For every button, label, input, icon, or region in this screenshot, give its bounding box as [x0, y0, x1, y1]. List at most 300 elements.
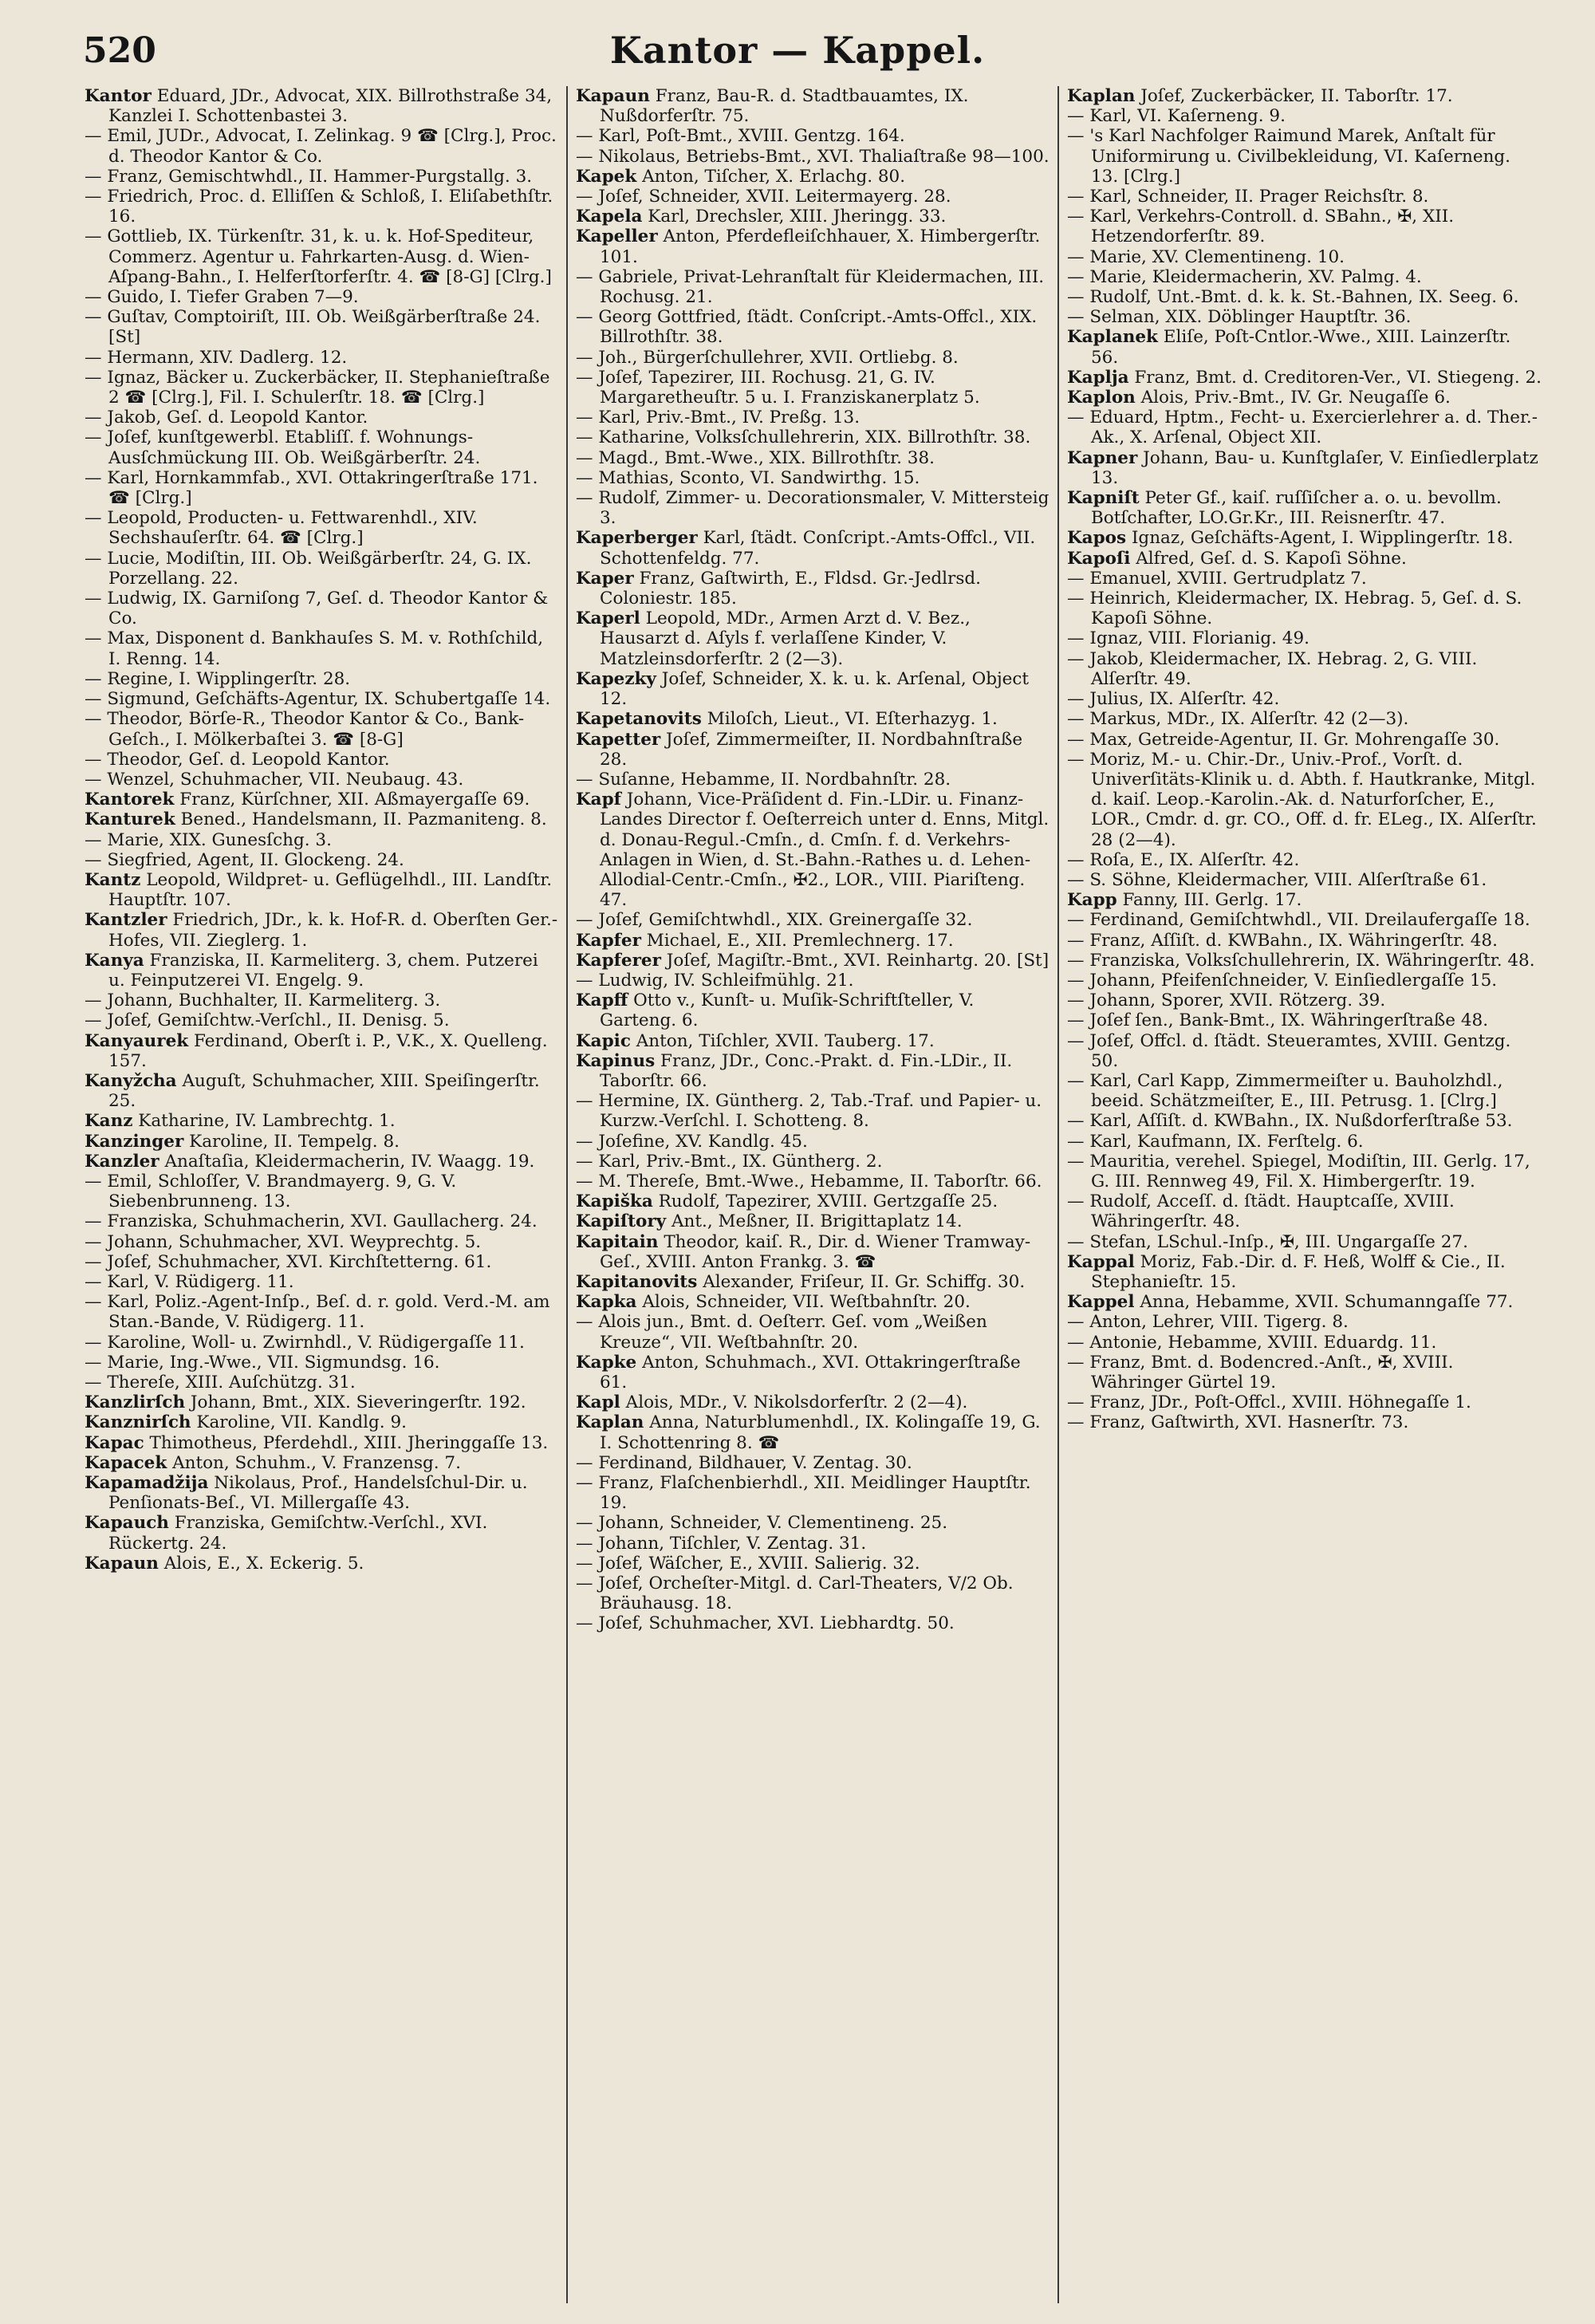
- directory-entry: [576, 770, 1050, 790]
- directory-entry: [1067, 187, 1542, 207]
- entry-text: — Lucie, Modiſtin, III. Ob. Weißgärberſtr. 24, G. IX. Porzellang. 22.: [85, 548, 532, 589]
- entry-text: — Regine, I. Wipplingerſtr. 28.: [85, 668, 351, 689]
- entry-text: Friedrich, JDr., k. k. Hof-R. d. Oberſten Ger.-Hofes, VII. Zieglerg. 1.: [108, 910, 558, 951]
- directory-entry: [576, 1554, 1050, 1574]
- directory-entry: [1067, 267, 1542, 287]
- directory-entry: [1067, 1192, 1542, 1231]
- entry-text: — Karl, V. Rüdigerg. 11.: [85, 1271, 294, 1292]
- entry-surname: Kapka: [576, 1292, 637, 1313]
- entry-surname: Kaperl: [576, 609, 640, 629]
- directory-entry: [576, 1232, 1050, 1272]
- entry-text: — Karl, Schneider, II. Prager Reichsſtr. 8.: [1067, 187, 1429, 207]
- entry-text: Franz, Kürſchner, XII. Aßmayergaſſe 69.: [174, 790, 530, 810]
- directory-entry: [1067, 1252, 1542, 1292]
- directory-entry: [576, 971, 1050, 991]
- entry-text: — Gottlieb, IX. Türkenſtr. 31, k. u. k. Hof-Spediteur, Commerz. Agentur u. Fahrkarten-Ausg. d. Wien-Aſpang-Bahn., I. Helferſtorferſtr. 4. ☎ [8-G] [Clrg.]: [85, 226, 552, 287]
- entry-text: — Antonie, Hebamme, XVIII. Eduardg. 11.: [1067, 1332, 1437, 1353]
- entry-surname: Kapetanovits: [576, 709, 702, 730]
- entry-surname: Kanz: [85, 1111, 133, 1132]
- entry-text: — Moriz, M.- u. Chir.-Dr., Univ.-Prof., Vorſt. d. Univerſitäts-Klinik u. d. Abth. f. Hautkranke, Mitgl. d. kaiſ. Leop.-Karolin.-Ak. d. Naturforſcher, E., LOR., Cmdr. d. gr. CO., Off. d. fr. ELeg., IX. Alſerſtr. 28 (2—4).: [1067, 749, 1537, 850]
- entry-text: — Johann, Sporer, XVII. Rötzerg. 39.: [1067, 991, 1386, 1011]
- entry-surname: Kanturek: [85, 809, 175, 830]
- directory-entry: [1067, 971, 1542, 991]
- entry-text: — Emil, JUDr., Advocat, I. Zelinkag. 9 ☎ [Clrg.], Proc. d. Theodor Kantor & Co.: [85, 126, 557, 167]
- directory-entry: [85, 1473, 558, 1513]
- directory-entry: [1067, 388, 1542, 408]
- entry-surname: Kapniſt: [1067, 488, 1140, 509]
- directory-entry: [576, 1091, 1050, 1131]
- directory-entry: [85, 809, 558, 829]
- directory-entry: [85, 628, 558, 668]
- entry-text: Johann, Bmt., XIX. Sieveringerſtr. 192.: [185, 1392, 526, 1413]
- entry-text: Auguſt, Schuhmacher, XIII. Speiſingerſtr. 25.: [108, 1070, 540, 1112]
- entry-text: — Guido, I. Tiefer Graben 7—9.: [85, 287, 359, 308]
- entry-text: Karoline, II. Tempelg. 8.: [183, 1131, 400, 1152]
- entry-surname: Kapitanovits: [576, 1271, 698, 1292]
- entry-text: Franziska, II. Karmeliterg. 3, chem. Putzerei u. Feinputzerei VI. Engelg. 9.: [108, 950, 538, 991]
- directory-entry: [576, 669, 1050, 709]
- directory-entry: [576, 709, 1050, 729]
- directory-entry: [576, 448, 1050, 468]
- entry-surname: Kapacek: [85, 1452, 167, 1473]
- directory-entry: [85, 1392, 558, 1412]
- directory-entry: [576, 126, 1050, 146]
- directory-entry: [1067, 890, 1542, 910]
- directory-entry: [1067, 307, 1542, 327]
- directory-entry: [85, 1252, 558, 1272]
- directory-entry: [576, 1613, 1050, 1633]
- entry-text: — 's Karl Nachfolger Raimund Marek, Anſtalt für Uniformirung u. Civilbekleidung, VI. Kaſerneng. 13. [Clrg.]: [1067, 126, 1511, 187]
- entry-surname: Kapinus: [576, 1050, 656, 1071]
- directory-entry: [85, 287, 558, 307]
- entry-surname: Kanzlirſch: [85, 1392, 186, 1413]
- entry-surname: Kapner: [1067, 447, 1138, 468]
- entry-text: — Johann, Schuhmacher, XVI. Weyprechtg. 5.: [85, 1231, 482, 1252]
- directory-entry: [576, 1353, 1050, 1392]
- entry-surname: Kapl: [576, 1392, 620, 1413]
- entry-surname: Kanzler: [85, 1151, 160, 1172]
- entry-text: Anton, Tiſchler, XVII. Tauberg. 17.: [630, 1030, 935, 1051]
- entry-text: — Theodor, Geſ. d. Leopold Kantor.: [85, 749, 390, 770]
- entry-surname: Kapf: [576, 790, 621, 810]
- entry-surname: Kappel: [1067, 1292, 1135, 1313]
- entry-text: Joſef, Zimmermeiſter, II. Nordbahnſtraße 28.: [600, 729, 1023, 770]
- directory-entry: [85, 508, 558, 548]
- entry-text: Alois, Priv.-Bmt., IV. Gr. Neugaſſe 6.: [1135, 388, 1451, 408]
- directory-entry: [1067, 247, 1542, 267]
- directory-entry: [576, 207, 1050, 226]
- directory-entry: [85, 689, 558, 709]
- entry-text: — Franz, JDr., Poſt-Offcl., XVIII. Höhnegaſſe 1.: [1067, 1392, 1471, 1413]
- entry-text: — Guſtav, Comptoiriſt, III. Ob. Weißgärberſtraße 24. [St]: [85, 307, 541, 348]
- entry-text: Rudolf, Tapezirer, XVIII. Gertzgaſſe 25.: [652, 1192, 998, 1212]
- directory-entry: [85, 910, 558, 950]
- directory-entry: [576, 167, 1050, 187]
- entry-surname: Kapezky: [576, 668, 656, 689]
- entry-text: — Franziska, Volksſchullehrerin, IX. Währingerſtr. 48.: [1067, 950, 1535, 971]
- entry-text: Anton, Tiſcher, X. Erlachg. 80.: [636, 166, 906, 187]
- directory-entry: [85, 1373, 558, 1392]
- entry-text: — Karl, Poliz.-Agent-Inſp., Beſ. d. r. gold. Verd.-M. am Stan.-Bande, V. Rüdigerg. 11.: [85, 1292, 550, 1333]
- directory-entry: [85, 951, 558, 991]
- directory-entry: [576, 1473, 1050, 1513]
- entry-text: — Hermine, IX. Güntherg. 2, Tab.-Traf. und Papier- u. Kurzw.-Verſchl. I. Schotteng. 8.: [576, 1091, 1042, 1132]
- entry-text: Karl, Drechsler, XIII. Jheringg. 33.: [642, 207, 947, 227]
- entry-text: — Marie, Ing.-Wwe., VII. Sigmundsg. 16.: [85, 1352, 440, 1373]
- directory-entry: [1067, 488, 1542, 528]
- entry-text: — Joſef, Schneider, XVII. Leitermayerg. 28.: [576, 187, 951, 207]
- entry-text: — Wenzel, Schuhmacher, VII. Neubaug. 43.: [85, 769, 464, 790]
- entry-text: — Gabriele, Privat-Lehranſtalt für Kleidermachen, III. Rochusg. 21.: [576, 266, 1045, 308]
- column-2: [568, 86, 1059, 2303]
- directory-entry: [576, 1192, 1050, 1211]
- directory-entry: [1067, 569, 1542, 589]
- entry-text: Alexander, Friſeur, II. Gr. Schiffg. 30.: [697, 1271, 1026, 1292]
- directory-entry: [85, 1172, 558, 1211]
- directory-entry: [576, 427, 1050, 447]
- directory-entry: [1067, 850, 1542, 870]
- entry-text: — Stefan, LSchul.-Inſp., ✠, III. Ungargaſſe 27.: [1067, 1231, 1468, 1252]
- entry-surname: Kapiſtory: [576, 1211, 667, 1232]
- directory-entry: [1067, 689, 1542, 709]
- entry-surname: Kapferer: [576, 950, 661, 971]
- directory-entry: [85, 1152, 558, 1172]
- entry-surname: Kanya: [85, 950, 144, 971]
- entry-text: — Karl, Priv.-Bmt., IX. Güntherg. 2.: [576, 1151, 883, 1172]
- page-number: 520: [83, 30, 156, 71]
- directory-entry: [576, 368, 1050, 408]
- directory-entry: [576, 910, 1050, 930]
- entry-text: — Joſef, Gemiſchtw.-Verſchl., II. Denisg. 5.: [85, 1010, 450, 1031]
- directory-entry: [576, 187, 1050, 207]
- entry-text: — Roſa, E., IX. Alſerſtr. 42.: [1067, 849, 1300, 870]
- directory-entry: [1067, 1412, 1542, 1432]
- entry-text: — Karl, Kaufmann, IX. Ferſtelg. 6.: [1067, 1131, 1364, 1152]
- directory-entry: [1067, 1232, 1542, 1252]
- entry-text: — Karl, Aſſiſt. d. KWBahn., IX. Nußdorferſtraße 53.: [1067, 1111, 1513, 1132]
- entry-text: Ferdinand, Oberſt i. P., V.K., X. Quelleng. 157.: [108, 1030, 548, 1071]
- directory-entry: [576, 1211, 1050, 1231]
- entry-surname: Kantzler: [85, 910, 167, 931]
- directory-entry: [1067, 549, 1542, 569]
- directory-entry: [1067, 408, 1542, 447]
- directory-entry: [576, 1051, 1050, 1091]
- entry-text: Alois, Schneider, VII. Weſtbahnſtr. 20.: [636, 1292, 971, 1313]
- directory-entry: [1067, 368, 1542, 388]
- directory-entry: [85, 991, 558, 1010]
- entry-text: — Siegfried, Agent, II. Glockeng. 24.: [85, 849, 404, 870]
- directory-entry: [576, 408, 1050, 427]
- entry-text: Leopold, MDr., Armen Arzt d. V. Bez., Hausarzt d. Aſyls f. verlaſſene Kinder, V. Matzleinsdorferſtr. 2 (2—3).: [600, 609, 971, 669]
- entry-text: — Joſef, Gemiſchtwhdl., XIX. Greinergaſſe 32.: [576, 910, 973, 931]
- entry-text: — Suſanne, Hebamme, II. Nordbahnſtr. 28.: [576, 769, 951, 790]
- entry-text: — Joſefine, XV. Kandlg. 45.: [576, 1131, 808, 1152]
- entry-surname: Kapic: [576, 1030, 631, 1051]
- directory-entry: [576, 1534, 1050, 1554]
- entry-text: Franz, Bmt. d. Creditoren-Ver., VI. Stiegeng. 2.: [1128, 367, 1542, 388]
- entry-text: Nikolaus, Prof., Handelsſchul-Dir. u. Penſionats-Beſ., VI. Millergaſſe 43.: [108, 1473, 528, 1514]
- directory-entry: [576, 951, 1050, 971]
- entry-surname: Kaplon: [1067, 388, 1136, 408]
- entry-text: — Karl, VI. Kaſerneng. 9.: [1067, 106, 1286, 127]
- directory-entry: [85, 187, 558, 226]
- directory-entry: [1067, 931, 1542, 951]
- directory-entry: [1067, 448, 1542, 488]
- directory-entry: [576, 1272, 1050, 1292]
- entry-text: — Friedrich, Proc. d. Elliſſen & Schloß, I. Eliſabethſtr. 16.: [85, 187, 553, 227]
- entry-text: — Rudolf, Acceſſ. d. ſtädt. Hauptcaſſe, XVIII. Währingerſtr. 48.: [1067, 1192, 1455, 1232]
- entry-surname: Kapff: [576, 991, 628, 1011]
- directory-entry: [576, 609, 1050, 669]
- directory-entry: [1067, 106, 1542, 126]
- directory-entry: [85, 790, 558, 809]
- directory-entry: [1067, 1071, 1542, 1111]
- entry-surname: Kapeller: [576, 226, 658, 247]
- directory-entry: [576, 147, 1050, 167]
- directory-entry: [1067, 589, 1542, 628]
- entry-text: Franziska, Gemiſchtw.-Verſchl., XVI. Rückertg. 24.: [108, 1513, 488, 1554]
- entry-surname: Kapek: [576, 166, 637, 187]
- directory-entry: [1067, 649, 1542, 689]
- directory-entry: [576, 1292, 1050, 1312]
- directory-entry: [85, 226, 558, 287]
- directory-entry: [85, 1513, 558, 1553]
- entry-text: — Karoline, Woll- u. Zwirnhdl., V. Rüdigergaſſe 11.: [85, 1332, 525, 1353]
- directory-entry: [85, 1412, 558, 1432]
- entry-text: — Franz, Gemischtwhdl., II. Hammer-Purgstallg. 3.: [85, 166, 533, 187]
- entry-text: — Johann, Pfeifenſchneider, V. Einſiedlergaſſe 15.: [1067, 970, 1498, 991]
- directory-entry: [85, 167, 558, 187]
- entry-text: — Max, Getreide-Agentur, II. Gr. Mohrengaſſe 30.: [1067, 729, 1500, 750]
- entry-text: Katharine, IV. Lambrechtg. 1.: [132, 1111, 396, 1132]
- directory-entry: [1067, 951, 1542, 971]
- entry-text: Ignaz, Geſchäfts-Agent, I. Wipplingerſtr. 18.: [1126, 528, 1514, 549]
- directory-entry: [85, 1031, 558, 1071]
- entry-text: — Joſef, Tapezirer, III. Rochusg. 21, G. IV. Margaretheuſtr. 5 u. I. Franziskanerplatz 5.: [576, 367, 980, 408]
- entry-text: Fanny, III. Gerlg. 17.: [1116, 890, 1302, 911]
- directory-entry: [85, 1211, 558, 1231]
- entry-text: — S. Söhne, Kleidermacher, VIII. Alſerſtraße 61.: [1067, 869, 1487, 890]
- entry-text: — Anton, Lehrer, VIII. Tigerg. 8.: [1067, 1312, 1349, 1333]
- entry-surname: Kapetter: [576, 729, 661, 750]
- directory-entry: [85, 468, 558, 508]
- directory-entry: [576, 348, 1050, 368]
- entry-text: — Georg Gottfried, ſtädt. Conſcript.-Amts-Offcl., XIX. Billrothſtr. 38.: [576, 307, 1038, 348]
- entry-surname: Kapke: [576, 1352, 637, 1373]
- entry-surname: Kaplan: [576, 1412, 644, 1433]
- entry-text: — Johann, Buchhalter, II. Karmeliterg. 3.: [85, 991, 441, 1011]
- entry-text: — Franz, Aſſiſt. d. KWBahn., IX. Währingerſtr. 48.: [1067, 930, 1498, 951]
- entry-text: — Markus, MDr., IX. Alſerſtr. 42 (2—3).: [1067, 709, 1409, 730]
- entry-text: Joſef, Zuckerbäcker, II. Taborſtr. 17.: [1135, 86, 1453, 106]
- entry-surname: Kapitain: [576, 1231, 659, 1252]
- entry-text: — Joh., Bürgerſchullehrer, XVII. Ortliebg. 8.: [576, 347, 959, 368]
- entry-surname: Kaperberger: [576, 528, 698, 549]
- entry-text: — Ignaz, Bäcker u. Zuckerbäcker, II. Stephanieſtraße 2 ☎ [Clrg.], Fil. I. Schulerſtr. 18. ☎ [Clrg.]: [85, 367, 550, 408]
- directory-entry: [1067, 750, 1542, 850]
- entry-text: — Magd., Bmt.-Wwe., XIX. Billrothſtr. 38.: [576, 447, 935, 468]
- directory-entry: [85, 709, 558, 749]
- entry-text: — Karl, Carl Kapp, Zimmermeiſter u. Bauholzhdl., beeid. Schätzmeiſter, E., III. Petrusg. 1. [Clrg.]: [1067, 1070, 1503, 1112]
- entry-surname: Kaplja: [1067, 367, 1129, 388]
- directory-entry: [576, 86, 1050, 126]
- entry-text: — Franziska, Schuhmacherin, XVI. Gaullacherg. 24.: [85, 1211, 538, 1232]
- entry-text: Alois, E., X. Eckerig. 5.: [158, 1553, 364, 1574]
- entry-surname: Kapamadžija: [85, 1473, 209, 1494]
- column-3: [1059, 86, 1550, 2303]
- directory-entry: [85, 1071, 558, 1111]
- entry-text: — Ferdinand, Gemiſchtwhdl., VII. Dreilaufergaſſe 18.: [1067, 910, 1530, 931]
- directory-entry: [1067, 1312, 1542, 1332]
- entry-text: — Joſef ſen., Bank-Bmt., IX. Währingerſtraße 48.: [1067, 1010, 1489, 1031]
- entry-text: Eliſe, Poſt-Cntlor.-Wwe., XIII. Lainzerſtr. 56.: [1091, 327, 1511, 368]
- entry-text: — Marie, XV. Clementineng. 10.: [1067, 246, 1345, 267]
- entry-text: — Joſef, Orcheſter-Mitgl. d. Carl-Theaters, V/2 Ob. Bräuhausg. 18.: [576, 1574, 1014, 1614]
- entry-text: — Katharine, Volksſchullehrerin, XIX. Billrothſtr. 38.: [576, 427, 1031, 448]
- entry-text: — Ignaz, VIII. Florianig. 49.: [1067, 628, 1309, 649]
- entry-text: — Emil, Schloſſer, V. Brandmayerg. 9, G. V. Siebenbrunneng. 13.: [85, 1171, 457, 1212]
- column-1: [77, 86, 568, 2303]
- directory-entry: [85, 1353, 558, 1373]
- entry-surname: Kantor: [85, 86, 152, 106]
- directory-entry: [1067, 1392, 1542, 1412]
- directory-entry: [576, 307, 1050, 347]
- entry-text: — Ludwig, IV. Schleifmühlg. 21.: [576, 970, 854, 991]
- entry-text: Ant., Meßner, II. Brigittaplatz 14.: [666, 1211, 963, 1232]
- directory-entry: [85, 750, 558, 770]
- entry-text: — Franz, Bmt. d. Bodencred.-Anſt., ✠, XVIII. Währinger Gürtel 19.: [1067, 1352, 1454, 1392]
- directory-entry: [1067, 730, 1542, 750]
- directory-entry: [85, 1433, 558, 1453]
- entry-surname: Kapiška: [576, 1192, 653, 1212]
- directory-entry: [1067, 1031, 1542, 1071]
- entry-text: Peter Gf., kaiſ. ruſſiſcher a. o. u. bevollm. Botſchafter, LO.Gr.Kr., III. Reisnerſtr. 47.: [1091, 488, 1502, 529]
- entry-text: Anton, Schuhm., V. Franzensg. 7.: [167, 1452, 461, 1473]
- entry-text: Leopold, Wildpret- u. Geflügelhdl., III. Landſtr. Hauptſtr. 107.: [108, 869, 553, 911]
- directory-entry: [576, 1132, 1050, 1152]
- entry-text: Alfred, Geſ. d. S. Kapoſi Söhne.: [1130, 548, 1407, 569]
- directory-entry: [1067, 287, 1542, 307]
- directory-entry: [1067, 1292, 1542, 1312]
- entry-text: — Theodor, Börſe-R., Theodor Kantor & Co., Bank-Geſch., I. Mölkerbaſtei 3. ☎ [8-G]: [85, 709, 525, 750]
- entry-surname: Kantorek: [85, 790, 175, 810]
- entry-surname: Kanzinger: [85, 1131, 184, 1152]
- directory-entry: [576, 226, 1050, 266]
- directory-entry: [85, 830, 558, 850]
- directory-entry: [1067, 86, 1542, 106]
- directory-entry: [576, 730, 1050, 770]
- entry-text: — Thereſe, XIII. Auſchützg. 31.: [85, 1373, 356, 1392]
- entry-surname: Kanyaurek: [85, 1030, 189, 1051]
- directory-entry: [1067, 1333, 1542, 1353]
- directory-entry: [1067, 126, 1542, 187]
- entry-text: Joſef, Schneider, X. k. u. k. Arſenal, Object 12.: [600, 668, 1030, 710]
- directory-entry: [85, 1554, 558, 1574]
- directory-entry: [85, 549, 558, 589]
- entry-text: — Franz, Gaſtwirth, XVI. Hasnerſtr. 73.: [1067, 1412, 1409, 1433]
- entry-surname: Kapaun: [576, 86, 650, 106]
- entry-text: Moriz, Fab.-Dir. d. F. Heß, Wolff & Cie., II. Stephanieſtr. 15.: [1091, 1251, 1506, 1292]
- directory-entry: [576, 1513, 1050, 1533]
- directory-entry: [576, 468, 1050, 488]
- entry-surname: Kanznirſch: [85, 1412, 191, 1433]
- directory-entry: [85, 1010, 558, 1030]
- entry-text: — Jakob, Kleidermacher, IX. Hebrag. 2, G. VIII. Alſerſtr. 49.: [1067, 648, 1478, 689]
- entry-text: — Sigmund, Geſchäfts-Agentur, IX. Schubertgaſſe 14.: [85, 689, 551, 710]
- directory-entry: [576, 991, 1050, 1030]
- directory-entry: [1067, 1010, 1542, 1030]
- entry-surname: Kapoſi: [1067, 548, 1131, 569]
- directory-entry: [1067, 870, 1542, 890]
- directory-entry: [85, 1132, 558, 1152]
- directory-entry: [576, 569, 1050, 609]
- entry-text: — Rudolf, Zimmer- u. Decorationsmaler, V. Mittersteig 3.: [576, 488, 1050, 529]
- entry-text: Joſef, Magiſtr.-Bmt., XVI. Reinhartg. 20. [St]: [660, 950, 1050, 971]
- entry-text: Thimotheus, Pferdehdl., XIII. Jheringgaſſe 13.: [144, 1432, 549, 1453]
- entry-text: — M. Thereſe, Bmt.-Wwe., Hebamme, II. Taborſtr. 66.: [576, 1171, 1042, 1192]
- directory-entry: [1067, 1111, 1542, 1131]
- entry-text: — Johann, Schneider, V. Clementineng. 25.: [576, 1513, 948, 1534]
- entry-text: — Joſef, Offcl. d. ſtädt. Steueramtes, XVIII. Gentzg. 50.: [1067, 1030, 1511, 1071]
- entry-surname: Kapac: [85, 1432, 144, 1453]
- entry-text: Otto v., Kunſt- u. Muſik-Schriftſteller, V. Garteng. 6.: [600, 991, 975, 1031]
- directory-entry: [85, 1232, 558, 1252]
- entry-text: — Joſef, kunſtgewerbl. Etabliſſ. f. Wohnungs-Ausſchmückung III. Ob. Weißgärberſtr. 24.: [85, 427, 481, 468]
- entry-text: Franz, JDr., Conc.-Prakt. d. Fin.-LDir., II. Taborſtr. 66.: [600, 1050, 1013, 1091]
- directory-entry: [1067, 1132, 1542, 1152]
- directory-entry: [85, 1272, 558, 1292]
- entry-text: — Hermann, XIV. Dadlerg. 12.: [85, 347, 348, 368]
- entry-text: — Karl, Priv.-Bmt., IV. Preßg. 13.: [576, 408, 861, 428]
- entry-text: Theodor, kaiſ. R., Dir. d. Wiener Tramway-Geſ., XVIII. Anton Frankg. 3. ☎: [600, 1231, 1031, 1272]
- entry-text: — Leopold, Producten- u. Fettwarenhdl., XIV. Sechshauſerſtr. 64. ☎ [Clrg.]: [85, 508, 478, 549]
- entry-text: Karl, ſtädt. Conſcript.-Amts-Offcl., VII. Schottenfeldg. 77.: [600, 528, 1036, 569]
- directory-entry: [576, 1172, 1050, 1192]
- directory-entry: [85, 126, 558, 166]
- entry-surname: Kaper: [576, 568, 634, 589]
- entry-text: — Jakob, Geſ. d. Leopold Kantor.: [85, 408, 368, 428]
- directory-entry: [85, 1292, 558, 1332]
- entry-text: — Franz, Flaſchenbierhdl., XII. Meidlinger Hauptſtr. 19.: [576, 1473, 1031, 1514]
- entry-text: — Julius, IX. Alſerſtr. 42.: [1067, 689, 1280, 710]
- directory-entry: [85, 669, 558, 689]
- entry-text: — Mauritia, verehel. Spiegel, Modiſtin, III. Gerlg. 17, G. III. Rennweg 49, Fil. X. Himbergerſtr. 19.: [1067, 1151, 1530, 1192]
- directory-entry: [576, 790, 1050, 910]
- entry-text: Anna, Naturblumenhdl., IX. Kolingaſſe 19, G. I. Schottenring 8. ☎: [600, 1412, 1041, 1453]
- directory-entry: [1067, 991, 1542, 1010]
- directory-entry: [85, 770, 558, 790]
- entry-text: — Mathias, Sconto, VI. Sandwirthg. 15.: [576, 467, 920, 488]
- directory-entry: [1067, 1152, 1542, 1192]
- entry-text: Eduard, JDr., Advocat, XIX. Billrothstraße 34, Kanzlei I. Schottenbastei 3.: [108, 86, 553, 127]
- directory-entry: [85, 86, 558, 126]
- entry-text: — Selman, XIX. Döblinger Hauptſtr. 36.: [1067, 307, 1412, 328]
- entry-text: Karoline, VII. Kandlg. 9.: [191, 1412, 407, 1433]
- entry-text: — Ludwig, IX. Garniſong 7, Geſ. d. Theodor Kantor & Co.: [85, 589, 549, 629]
- entry-surname: Kapaun: [85, 1553, 159, 1574]
- directory-entry: [85, 850, 558, 870]
- entry-text: — Heinrich, Kleidermacher, IX. Hebrag. 5, Geſ. d. S. Kapoſi Söhne.: [1067, 589, 1522, 629]
- entry-surname: Kanyžcha: [85, 1070, 177, 1091]
- entry-text: — Karl, Poſt-Bmt., XVIII. Gentzg. 164.: [576, 126, 905, 147]
- entry-text: — Rudolf, Unt.-Bmt. d. k. k. St.-Bahnen, IX. Seeg. 6.: [1067, 287, 1519, 308]
- directory-entry: [576, 1453, 1050, 1473]
- directory-entry: [85, 427, 558, 467]
- entry-text: Miloſch, Lieut., VI. Eſterhazyg. 1.: [701, 709, 998, 730]
- entry-text: — Eduard, Hptm., Fecht- u. Exercierlehrer a. d. Ther.-Ak., X. Arſenal, Object XII.: [1067, 408, 1538, 448]
- entry-text: — Joſef, Schuhmacher, XVI. Kirchſtetterng. 61.: [85, 1251, 492, 1272]
- entry-text: Anton, Pferdefleiſchhauer, X. Himbergerſtr. 101.: [600, 226, 1041, 267]
